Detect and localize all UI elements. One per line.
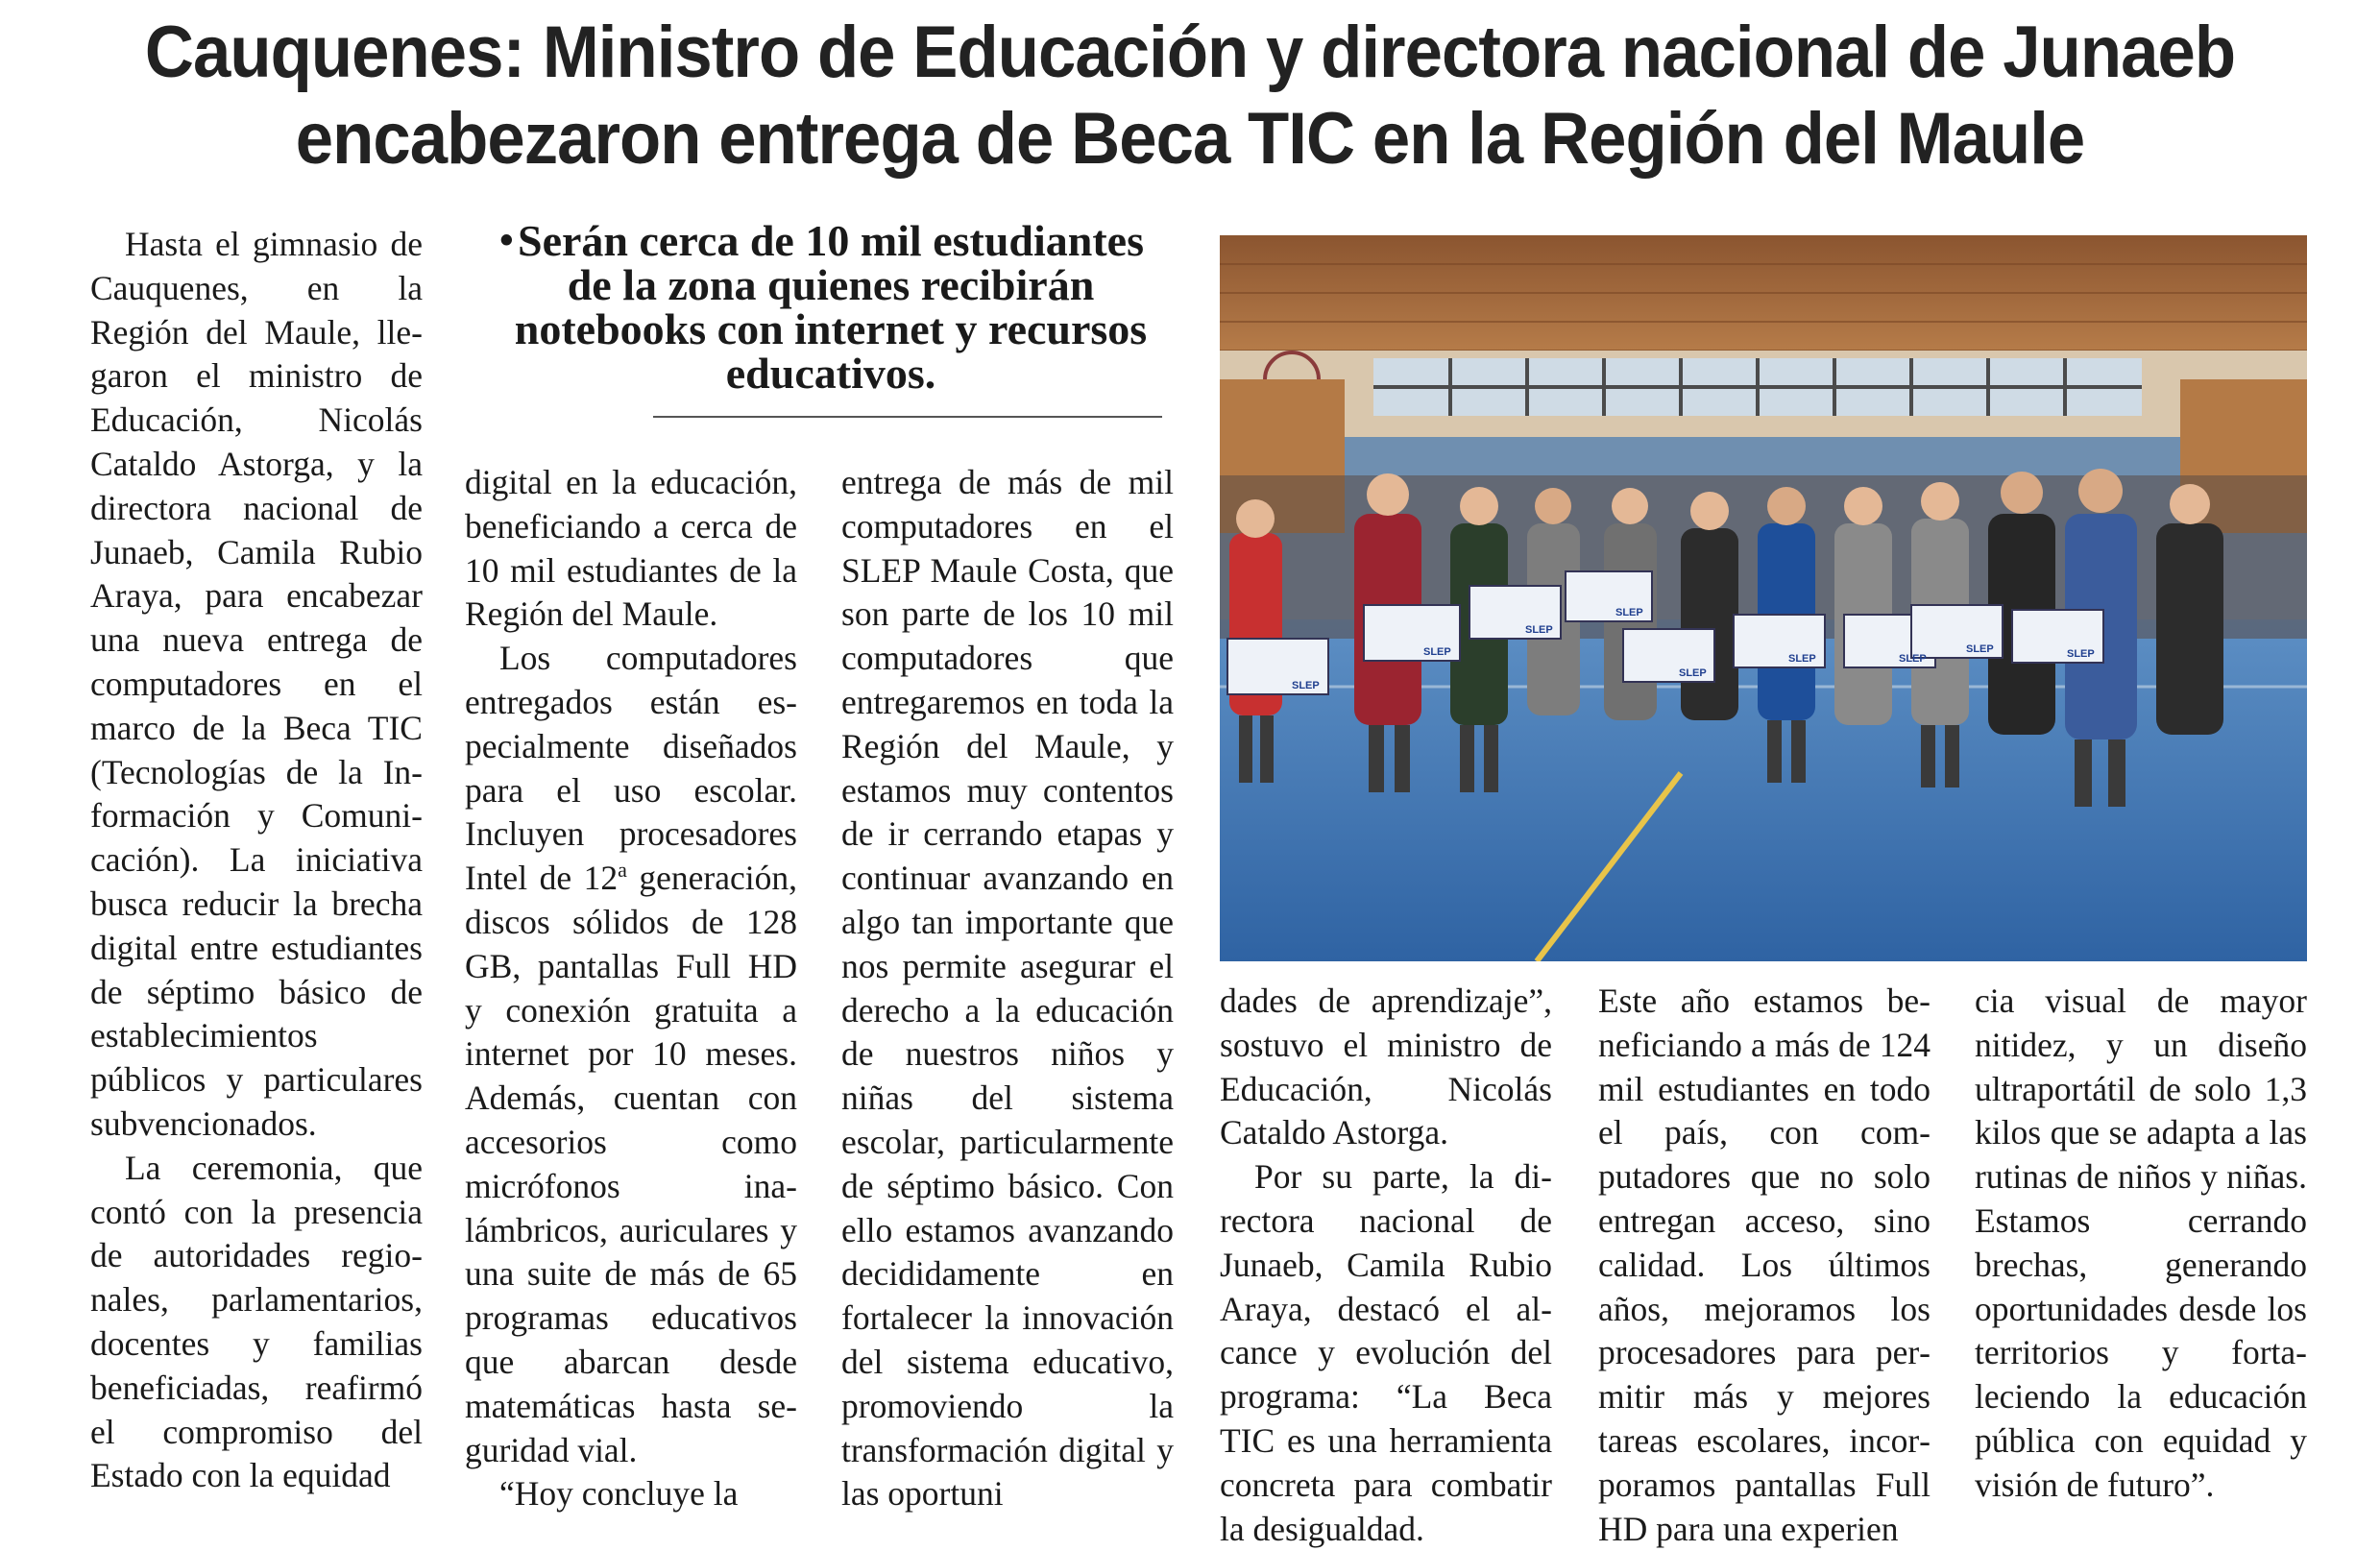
article-column-5 <box>1598 980 1931 1551</box>
bullet-icon: • <box>499 219 514 263</box>
paragraph: Hasta el gimnasio de Cauquenes, en la Región del Maule, llegaron el ministro de Educación, Nicolás Cataldo Astorga, y la directora nacional de Junaeb, Camila Rubio Araya, para encabezar una nueva entrega de computadores en el marco de la Beca TIC (Tecnologías de la Información y Comunicación). La iniciativa busca reducir la brecha digital entre estudiantes de séptimo básico de establecimientos públicos y particulares subvencionados. <box>90 225 423 1143</box>
event-photo <box>1220 235 2307 961</box>
paragraph: cia visual de mayor nitidez, y un diseño ultraportátil de solo 1,3 kilos que se adapta a las rutinas de niños y niñas. Estamos cerrando brechas, generando oportunidades desde los territorios y fortaleciendo la educación pública con equidad y visión de futuro”. <box>1975 981 2307 1504</box>
paragraph: “Hoy concluye la <box>499 1474 739 1514</box>
headline-line-1: Cauquenes: Ministro de Educación y directora nacional de Junaeb <box>144 12 2236 93</box>
paragraph: digital en la educación, beneficiando a cerca de 10 mil estudiantes de la Región del Maule. <box>465 463 797 634</box>
paragraph: La ceremonia, que contó con la presencia de autoridades regionales, parlamentarios, docentes y familias beneficiadas, reafirmó el compromiso del Estado con la equidad <box>90 1148 423 1495</box>
article-column-6 <box>1975 980 2307 1508</box>
pull-quote-text: Serán cerca de 10 mil estudiantes de la zona quienes recibirán notebooks con internet y recursos educativos. <box>514 216 1148 398</box>
paragraph: entrega de más de mil computadores en el SLEP Maule Costa, que son parte de los 10 mil computadores que entregaremos en toda la Región del Maule, y estamos muy contentos de ir cerrando etapas y continuar avanzando en algo tan importante que nos permite asegurar el derecho a la educación de nuestros niños y niñas del sistema escolar, particularmente de séptimo básico. Con ello estamos avanzando decididamente en fortalecer la innovación del sistema educativo, promoviendo la transformación digital y las oportuni <box>841 463 1174 1514</box>
svg-text:SLEP: SLEP <box>1679 667 1707 679</box>
svg-text:SLEP: SLEP <box>1423 646 1451 658</box>
headline-line-2: encabezaron entrega de Beca TIC en la Región del Maule <box>295 98 2085 180</box>
paragraph: Los computadores entregados están especialmente diseñados para el uso escolar. Incluyen procesadores Intel de 12$^a$ generación, discos sólidos de 128 GB, pantallas Full HD y conexión gratuita a internet por 10 meses. Además, cuentan con accesorios como micrófonos inalámbricos, auriculares y una suite de más de 65 programas educativos que abarcan desde matemáticas hasta seguridad vial. <box>465 639 798 1469</box>
svg-text:SLEP: SLEP <box>1615 607 1643 618</box>
svg-text:SLEP: SLEP <box>1525 624 1553 636</box>
pull-quote <box>499 216 1162 398</box>
article-column-1 <box>90 223 423 1498</box>
paragraph: dades de aprendizaje”, sostuvo el ministro de Educación, Nicolás Cataldo Astorga. <box>1220 981 1552 1152</box>
paragraph: Este año estamos beneficiando a más de 124 mil estudiantes en todo el país, con computadores que no solo entregan acceso, sino calidad. Los últimos años, mejoramos los procesadores para permitir más y mejores tareas escolares, incorporamos pantallas Full HD para una experien <box>1598 981 1931 1548</box>
svg-text:SLEP: SLEP <box>1899 653 1927 665</box>
article-column-3 <box>841 461 1174 1516</box>
article-column-2 <box>465 461 797 1516</box>
svg-text:SLEP: SLEP <box>2067 648 2095 660</box>
svg-text:SLEP: SLEP <box>1966 643 1994 655</box>
svg-text:SLEP: SLEP <box>1788 653 1816 665</box>
svg-text:SLEP: SLEP <box>1292 680 1320 691</box>
paragraph: Por su parte, la directora nacional de Junaeb, Camila Rubio Araya, destacó el alcance y evolución del programa: “La Beca TIC es una herramienta concreta para combatir la desigualdad. <box>1220 1157 1552 1548</box>
article-column-4 <box>1220 980 1552 1551</box>
pull-quote-rule <box>653 416 1162 418</box>
headline <box>137 10 2244 182</box>
